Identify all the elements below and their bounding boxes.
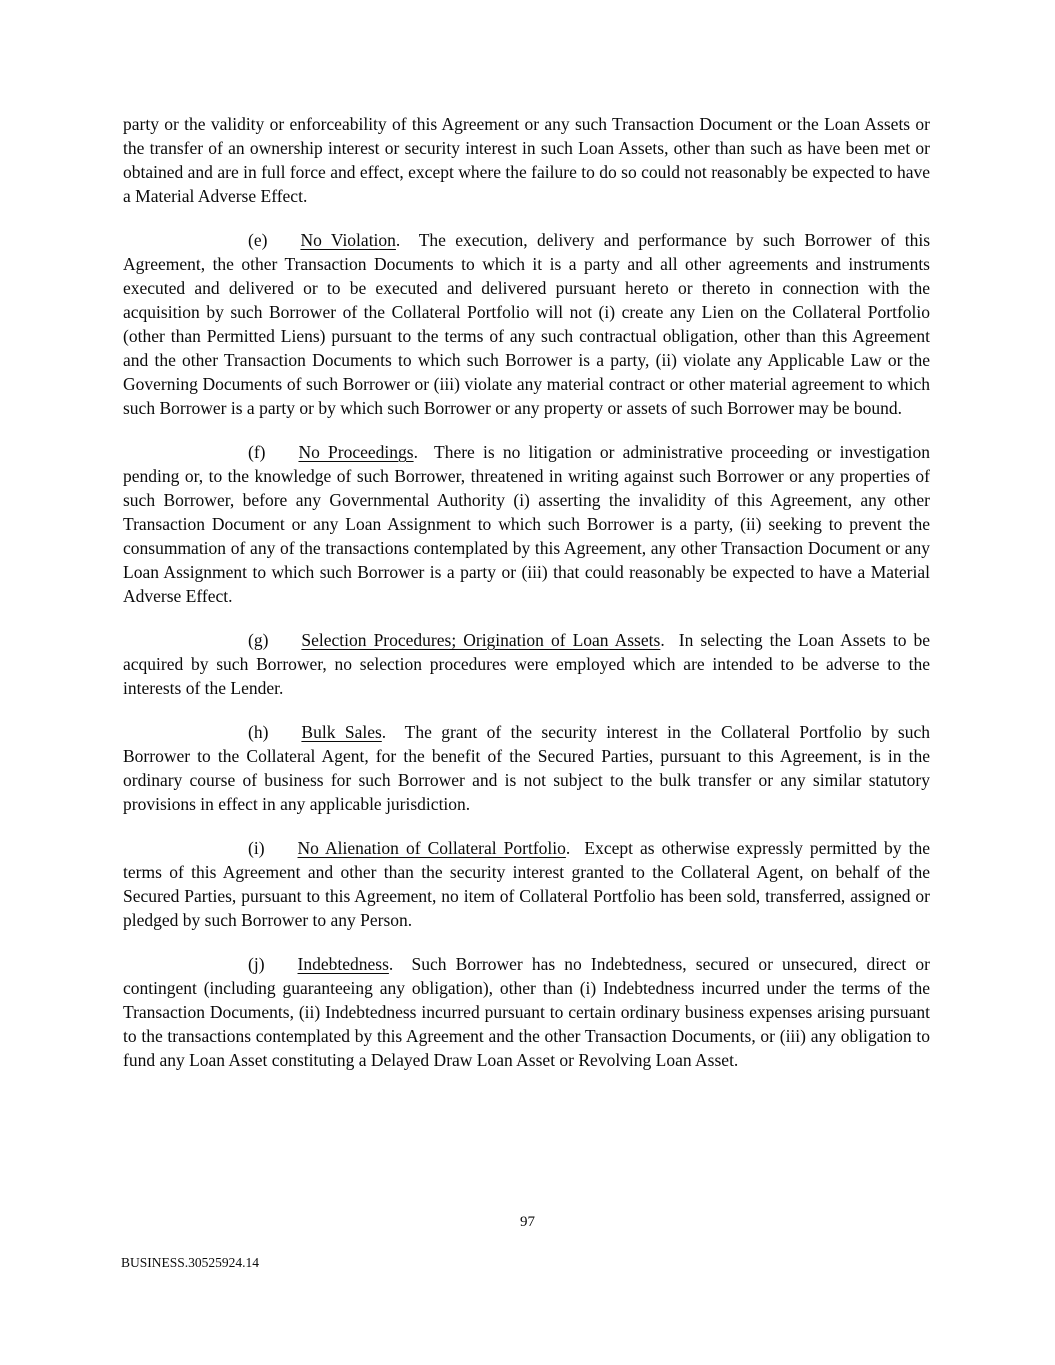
tab-spacer	[123, 853, 248, 854]
section-heading: Bulk Sales	[301, 722, 382, 742]
tab-spacer	[123, 245, 248, 246]
tab-spacer	[265, 969, 298, 970]
section-e	[123, 228, 930, 420]
section-body: . The grant of the security interest in the Collateral Portfolio by such Borrower to the Collateral Agent, for the benefit of the Secured Parties, pursuant to this Agreement, is in the ordinary course of business for such Borrower and is not subject to the bulk transfer or any similar statutory provisions in effect in any applicable jurisdiction.	[123, 722, 930, 814]
footer-document-id: BUSINESS.30525924.14	[121, 1255, 260, 1270]
section-label: (f)	[248, 442, 266, 462]
tab-spacer	[265, 457, 298, 458]
section-label: (e)	[248, 230, 268, 250]
section-heading: Selection Procedures; Origination of Loan Assets	[301, 630, 661, 650]
section-body: . Except as otherwise expressly permitted by the terms of this Agreement and other than the security interest granted to the Collateral Agent, on behalf of the Secured Parties, pursuant to this Agreement, no item of Collateral Portfolio has been sold, transferred, assigned or pledged by such Borrower to any Person.	[123, 838, 930, 930]
section-g	[123, 628, 930, 700]
tab-spacer	[123, 969, 248, 970]
tab-spacer	[267, 245, 300, 246]
section-label: (j)	[248, 954, 265, 974]
tab-spacer	[123, 645, 248, 646]
tab-spacer	[268, 737, 301, 738]
section-heading: No Alienation of Collateral Portfolio	[297, 838, 566, 858]
section-label: (g)	[248, 630, 269, 650]
section-body: . The execution, delivery and performance by such Borrower of this Agreement, the other Transaction Documents to which it is a party and all other agreements and instruments executed and delivered or to be executed and delivered pursuant hereto or thereto in connection with the acquisition by such Borrower of the Collateral Portfolio will not (i) create any Lien on the Collateral Portfolio (other than Permitted Liens) pursuant to the terms of any such contractual obligation, other than this Agreement and the other Transaction Documents to which such Borrower is a party, (ii) violate any Applicable Law or the Governing Documents of such Borrower or (iii) violate any material contract or other material agreement to which such Borrower is a party or by which such Borrower or any property or assets of such Borrower may be bound.	[123, 230, 931, 418]
section-body: . In selecting the Loan Assets to be acquired by such Borrower, no selection procedures were employed which are intended to be adverse to the interests of the Lender.	[123, 630, 930, 698]
section-label: (h)	[248, 722, 269, 742]
page-number: 97	[520, 1214, 535, 1230]
section-label: (i)	[248, 838, 265, 858]
document-text-block	[123, 112, 930, 1072]
intro-paragraph: party or the validity or enforceability of this Agreement or any such Transaction Document or the Loan Assets or the transfer of an ownership interest or security interest in such Loan Assets, other than such as have been met or obtained and are in full force and effect, except where the failure to do so could not reasonably be expected to have a Material Adverse Effect.	[123, 114, 930, 206]
section-body: . Such Borrower has no Indebtedness, secured or unsecured, direct or contingent (including guaranteeing any obligation), other than (i) Indebtedness incurred under the terms of the Transaction Documents, (ii) Indebtedness incurred pursuant to certain ordinary business expenses arising pursuant to the transactions contemplated by this Agreement and the other Transaction Documents, or (iii) any obligation to fund any Loan Asset constituting a Delayed Draw Loan Asset or Revolving Loan Asset.	[123, 954, 930, 1070]
tab-spacer	[265, 853, 298, 854]
section-heading: No Proceedings	[298, 442, 414, 462]
section-heading: Indebtedness	[297, 954, 389, 974]
tab-spacer	[268, 645, 301, 646]
section-h	[123, 720, 930, 816]
tab-spacer	[123, 457, 248, 458]
section-j	[123, 952, 930, 1072]
section-i	[123, 836, 930, 932]
tab-spacer	[123, 737, 248, 738]
section-body: . There is no litigation or administrative proceeding or investigation pending or, to the knowledge of such Borrower, threatened in writing against such Borrower or any properties of such Borrower, before any Governmental Authority (i) asserting the invalidity of this Agreement, any other Transaction Document or any Loan Assignment to which such Borrower is a party, (ii) seeking to prevent the consummation of any of the transactions contemplated by this Agreement, any other Transaction Document or any Loan Assignment to which such Borrower is a party or (iii) that could reasonably be expected to have a Material Adverse Effect.	[123, 442, 930, 606]
section-heading: No Violation	[300, 230, 396, 250]
section-f	[123, 440, 930, 608]
